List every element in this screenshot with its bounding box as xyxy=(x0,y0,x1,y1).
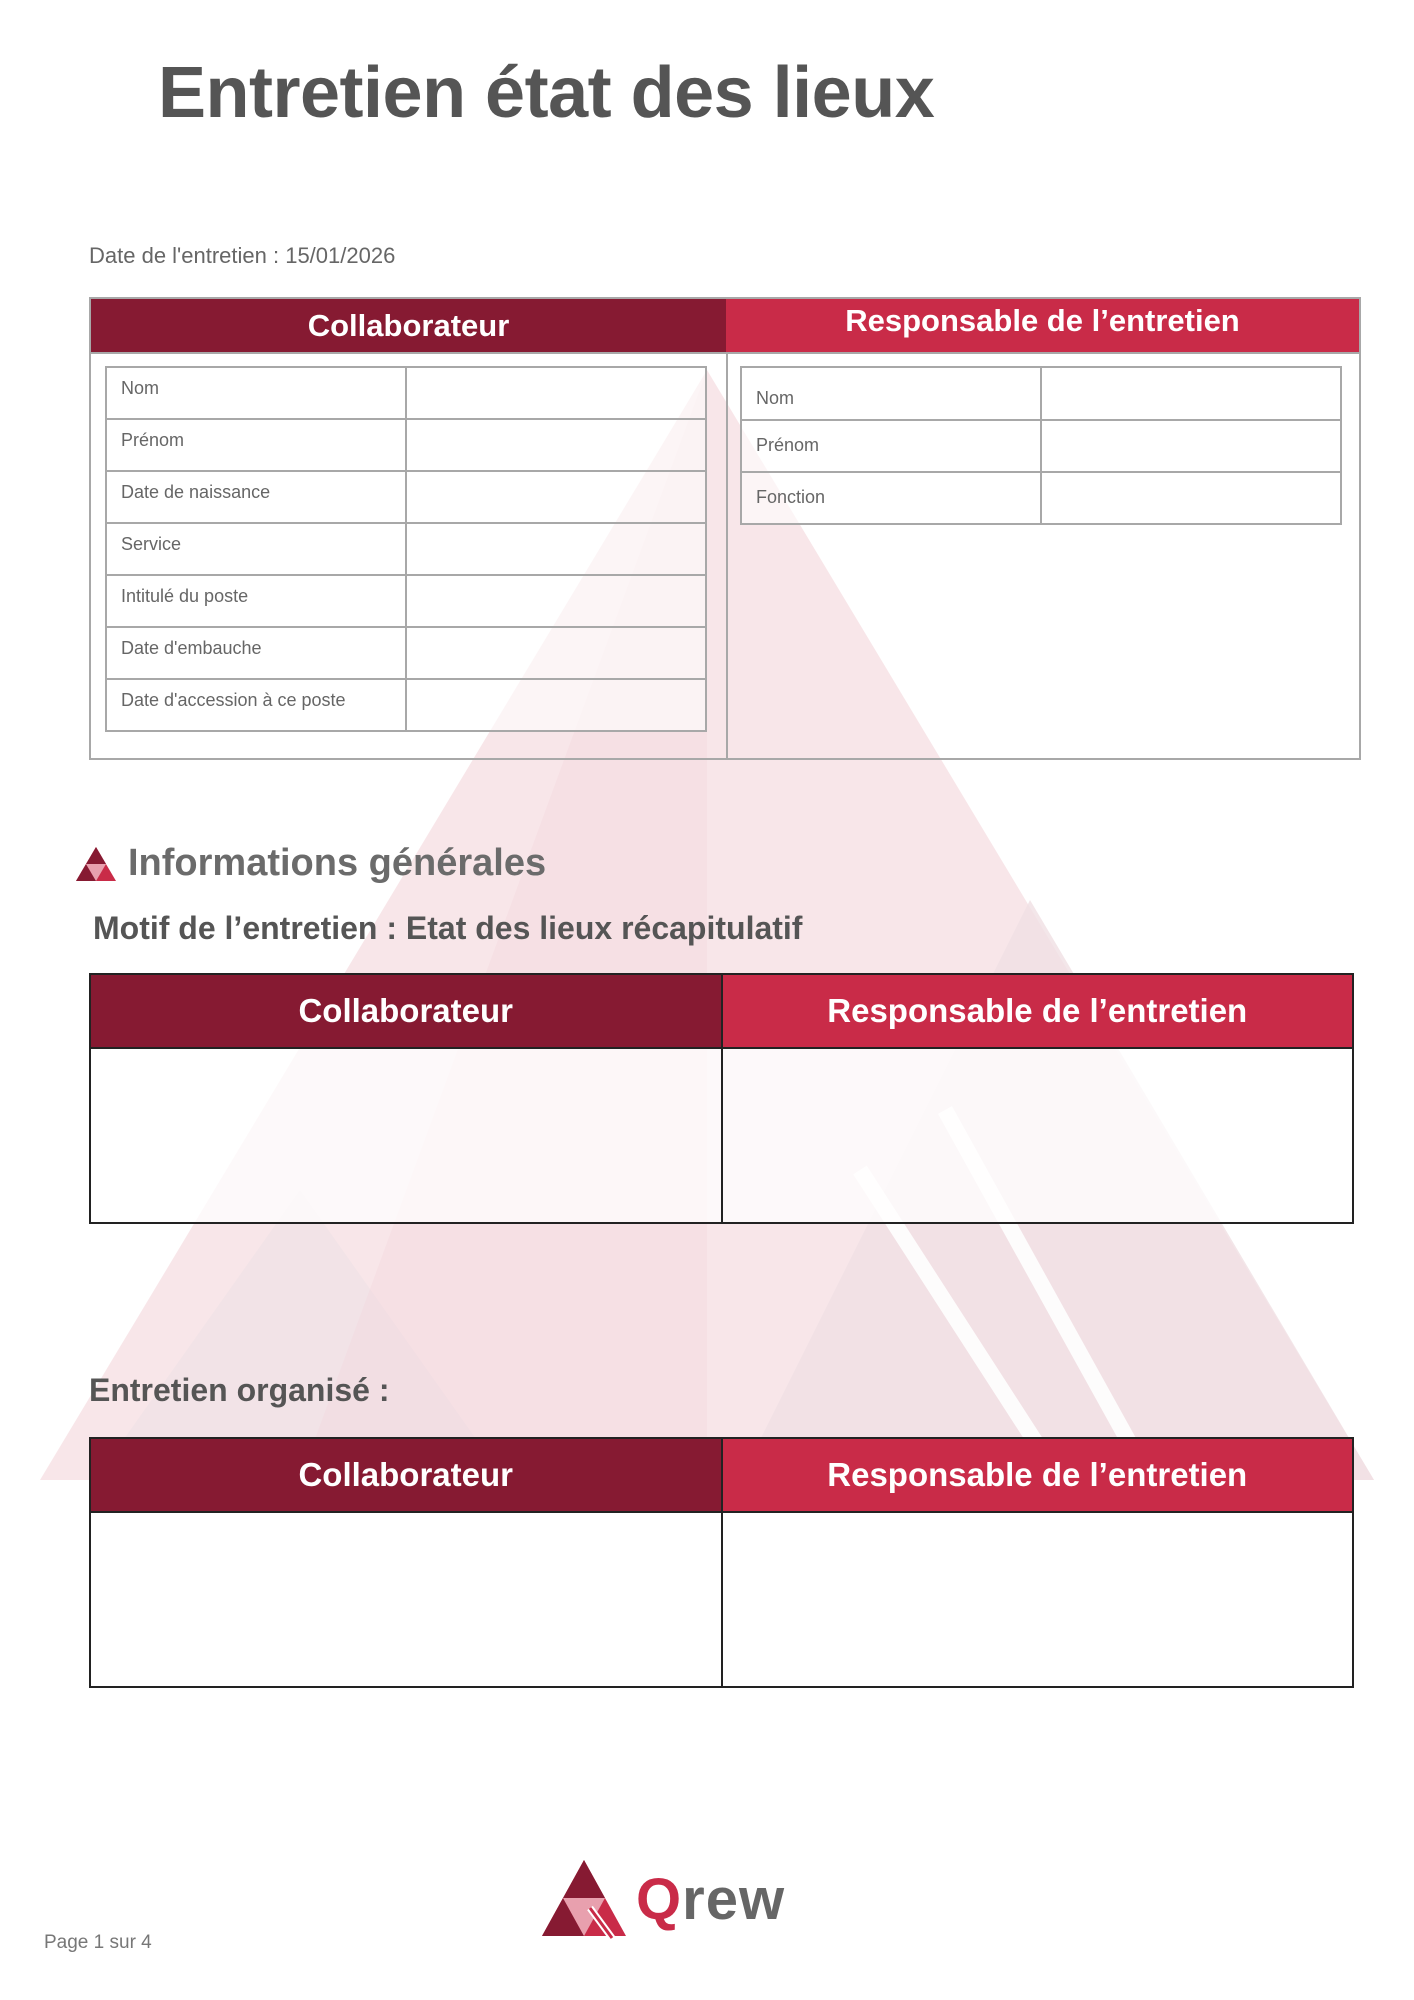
field-label: Fonction xyxy=(741,472,1041,524)
table-row xyxy=(741,472,1341,524)
collaborator-header: Collaborateur xyxy=(91,299,726,354)
field-value[interactable] xyxy=(406,523,706,575)
table-row xyxy=(90,1512,1353,1687)
table-row xyxy=(106,471,706,523)
table-row xyxy=(106,627,706,679)
field-label: Service xyxy=(106,523,406,575)
motif-manager-header: Responsable de l’entretien xyxy=(722,974,1354,1048)
table-header-row xyxy=(90,974,1353,1048)
table-header-row xyxy=(90,1438,1353,1512)
field-value[interactable] xyxy=(406,367,706,419)
motif-manager-cell[interactable] xyxy=(722,1048,1354,1223)
triangle-logo-icon xyxy=(74,845,118,883)
qrew-logo xyxy=(540,1858,785,1940)
table-row xyxy=(106,419,706,471)
field-label: Date d'accession à ce poste xyxy=(106,679,406,731)
table-row xyxy=(106,367,706,419)
table-row xyxy=(741,367,1341,420)
motif-collaborator-header: Collaborateur xyxy=(90,974,722,1048)
motif-collaborator-cell[interactable] xyxy=(90,1048,722,1223)
field-label: Date d'embauche xyxy=(106,627,406,679)
section-title: Informations générales xyxy=(128,842,547,884)
field-value[interactable] xyxy=(406,679,706,731)
qrew-triangle-icon xyxy=(540,1858,632,1940)
collaborator-fields-table xyxy=(105,366,707,732)
table-row xyxy=(106,523,706,575)
manager-fields-table xyxy=(740,366,1342,525)
interview-date: Date de l'entretien : 15/01/2026 xyxy=(89,243,396,268)
logo-wordmark-q: Q xyxy=(636,1866,683,1932)
motif-table xyxy=(89,973,1354,1224)
page-number: Page 1 sur 4 xyxy=(44,1932,152,1953)
organized-manager-cell[interactable] xyxy=(722,1512,1354,1687)
motif-label: Motif de l’entretien : Etat des lieux récapitulatif xyxy=(93,910,803,946)
section-heading-general-info xyxy=(74,842,546,885)
table-row xyxy=(741,420,1341,472)
identity-block xyxy=(89,297,1361,760)
field-value[interactable] xyxy=(1041,472,1341,524)
table-row xyxy=(106,575,706,627)
manager-header: Responsable de l’entretien xyxy=(726,299,1359,354)
field-label: Prénom xyxy=(741,420,1041,472)
organized-manager-header: Responsable de l’entretien xyxy=(722,1438,1354,1512)
field-value[interactable] xyxy=(406,419,706,471)
field-value[interactable] xyxy=(1041,367,1341,420)
organized-table xyxy=(89,1437,1354,1688)
field-value[interactable] xyxy=(406,627,706,679)
page-title: Entretien état des lieux xyxy=(158,53,935,133)
field-label: Nom xyxy=(741,367,1041,420)
collaborator-column xyxy=(91,299,728,758)
table-row xyxy=(106,679,706,731)
organized-collaborator-header: Collaborateur xyxy=(90,1438,722,1512)
field-value[interactable] xyxy=(406,575,706,627)
field-value[interactable] xyxy=(406,471,706,523)
field-label: Date de naissance xyxy=(106,471,406,523)
field-label: Intitulé du poste xyxy=(106,575,406,627)
table-row xyxy=(90,1048,1353,1223)
logo-wordmark xyxy=(636,1866,785,1933)
field-label: Nom xyxy=(106,367,406,419)
field-label: Prénom xyxy=(106,419,406,471)
manager-column xyxy=(726,299,1359,758)
field-value[interactable] xyxy=(1041,420,1341,472)
organized-collaborator-cell[interactable] xyxy=(90,1512,722,1687)
organized-label: Entretien organisé : xyxy=(89,1372,390,1408)
logo-wordmark-rest: rew xyxy=(682,1866,786,1932)
